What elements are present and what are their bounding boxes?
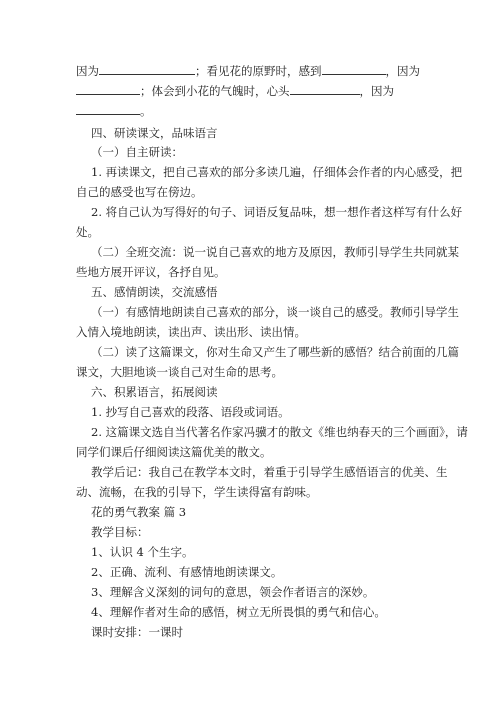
- fill-in-blank: [76, 103, 140, 115]
- objective-item: 3、理解含义深刻的词句的意思，领会作者语言的深妙。: [91, 585, 375, 599]
- fill-in-blank: [99, 63, 195, 75]
- section-heading: 六、积累语言，拓展阅读: [91, 385, 218, 399]
- text-line: [0, 63, 500, 79]
- fill-in-blank: [290, 83, 360, 95]
- text-line: [0, 83, 500, 99]
- text-line: 课文，大胆地谈一谈自己对生命的思考。: [76, 365, 283, 379]
- lesson-plan-title: 花的勇气教案 篇 3: [91, 505, 187, 519]
- subsection-heading: （一）自主研读：: [91, 145, 183, 159]
- text-fragment: ；体会到小花的气魄时，心头: [140, 84, 290, 98]
- text-line: 些地方展开评议，各抒自见。: [76, 265, 226, 279]
- text-line: 1. 再读课文，把自己喜欢的部分多读几遍，仔细体会作者的内心感受，把: [91, 165, 463, 179]
- text-line: [0, 103, 500, 119]
- subsection-heading: 教学目标：: [91, 525, 149, 539]
- section-heading: 四、研读课文，品味语言: [91, 126, 218, 140]
- text-fragment: ；看见花的原野时，感到: [195, 64, 322, 78]
- objective-item: 2、正确、流利、有感情地朗读课文。: [91, 565, 283, 579]
- text-line: （二）全班交流：说一说自己喜欢的地方及原因，教师引导学生共同就某: [91, 245, 459, 259]
- text-line: 1. 抄写自己喜欢的段落、语段或词语。: [91, 405, 290, 419]
- text-fragment: 。: [140, 104, 152, 118]
- text-fragment: ，因为: [385, 64, 420, 78]
- text-line: （一）有感情地朗读自己喜欢的部分，谈一谈自己的感受。教师引导学生: [91, 305, 459, 319]
- text-fragment: ，因为: [359, 84, 394, 98]
- text-line: 同学们课后仔细阅读这篇优美的散文。: [76, 445, 272, 459]
- text-line: （二）读了这篇课文，你对生命又产生了哪些新的感悟？结合前面的几篇: [91, 345, 459, 359]
- text-line: 2. 这篇课文选自当代著名作家冯骥才的散文《维也纳春天的三个画面》，请: [91, 425, 468, 439]
- text-line: 2. 将自己认为写得好的句子、词语反复品味，想一想作者这样写有什么好: [91, 205, 463, 219]
- text-fragment: 因为: [76, 64, 99, 78]
- objective-item: 4、理解作者对生命的感悟，树立无所畏惧的勇气和信心。: [91, 605, 386, 619]
- text-line: 处。: [76, 225, 99, 239]
- subsection-heading: 课时安排：一课时: [91, 625, 183, 639]
- objective-item: 1、认识 4 个生字。: [91, 545, 194, 559]
- fill-in-blank: [322, 63, 386, 75]
- section-heading: 五、感情朗读，交流感悟: [91, 285, 218, 299]
- text-line: 自己的感受也写在傍边。: [76, 185, 203, 199]
- text-line: 教学后记：我自己在教学本文时，着重于引导学生感悟语言的优美、生: [91, 465, 448, 479]
- fill-in-blank: [76, 83, 140, 95]
- text-line: 入情入境地朗读，读出声、读出形、读出情。: [76, 325, 306, 339]
- text-line: 动、流畅，在我的引导下，学生读得富有韵味。: [76, 485, 318, 499]
